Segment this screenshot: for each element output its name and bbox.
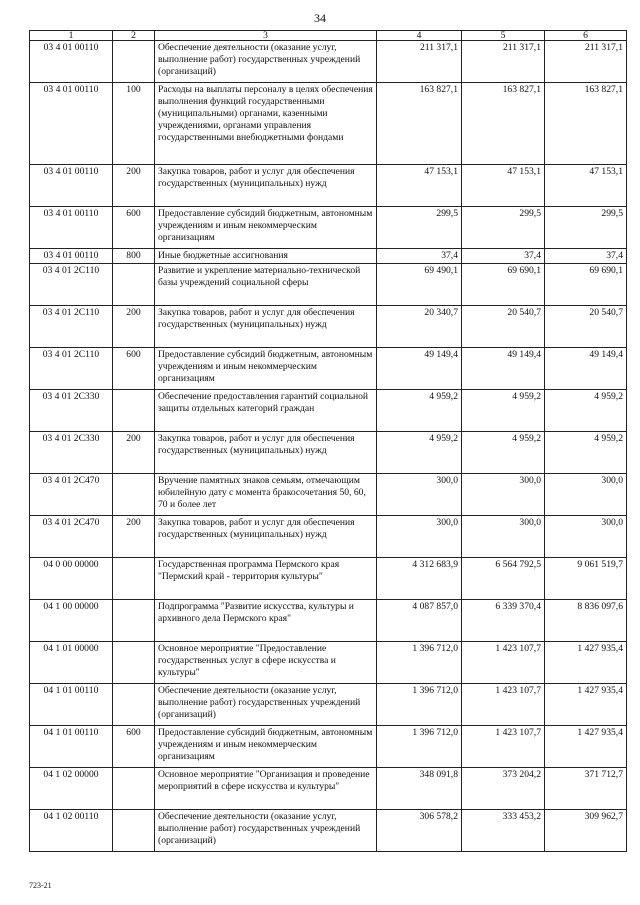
- amount-cell-5: 299,5: [462, 207, 545, 249]
- amount-cell-6: 309 962,7: [545, 810, 627, 852]
- item-name-cell: Обеспечение деятельности (оказание услуг, выполнение работ) государственных учреждений (организаций): [155, 684, 377, 726]
- expense-type-cell: [113, 768, 155, 810]
- budget-code-cell: 04 0 00 00000: [30, 558, 113, 600]
- amount-cell-4: 69 490,1: [377, 264, 462, 306]
- table-row: [30, 474, 627, 516]
- amount-cell-6: 163 827,1: [545, 83, 627, 165]
- table-row: [30, 642, 627, 684]
- amount-cell-5: 20 540,7: [462, 306, 545, 348]
- column-header: 3: [155, 31, 377, 41]
- item-name-cell: Закупка товаров, работ и услуг для обеспечения государственных (муниципальных) нужд: [155, 432, 377, 474]
- table-row: [30, 600, 627, 642]
- table-row: [30, 249, 627, 264]
- table-row: [30, 165, 627, 207]
- budget-code-cell: 03 4 01 00110: [30, 41, 113, 83]
- budget-code-cell: 03 4 01 2C470: [30, 474, 113, 516]
- expense-type-cell: [113, 600, 155, 642]
- footer-code: 723-21: [29, 881, 52, 890]
- budget-code-cell: 03 4 01 00110: [30, 249, 113, 264]
- item-name-cell: Иные бюджетные ассигнования: [155, 249, 377, 264]
- budget-code-cell: 03 4 01 00110: [30, 165, 113, 207]
- amount-cell-4: 49 149,4: [377, 348, 462, 390]
- amount-cell-6: 4 959,2: [545, 390, 627, 432]
- amount-cell-4: 300,0: [377, 474, 462, 516]
- table-row: [30, 432, 627, 474]
- budget-code-cell: 03 4 01 2C110: [30, 264, 113, 306]
- expense-type-cell: 200: [113, 165, 155, 207]
- expense-type-cell: [113, 390, 155, 432]
- expense-type-cell: 600: [113, 207, 155, 249]
- budget-code-cell: 04 1 02 00000: [30, 768, 113, 810]
- budget-code-cell: 04 1 01 00000: [30, 642, 113, 684]
- column-header: 1: [30, 31, 113, 41]
- amount-cell-5: 4 959,2: [462, 390, 545, 432]
- expense-type-cell: 200: [113, 306, 155, 348]
- amount-cell-4: 37,4: [377, 249, 462, 264]
- amount-cell-6: 1 427 935,4: [545, 684, 627, 726]
- amount-cell-6: 1 427 935,4: [545, 642, 627, 684]
- expense-type-cell: 800: [113, 249, 155, 264]
- amount-cell-5: 333 453,2: [462, 810, 545, 852]
- amount-cell-4: 4 087 857,0: [377, 600, 462, 642]
- budget-code-cell: 04 1 01 00110: [30, 726, 113, 768]
- amount-cell-6: 69 690,1: [545, 264, 627, 306]
- expense-type-cell: [113, 264, 155, 306]
- table-row: [30, 390, 627, 432]
- item-name-cell: Предоставление субсидий бюджетным, автономным учреждениям и иным некоммерческим организациям: [155, 726, 377, 768]
- column-header: 4: [377, 31, 462, 41]
- table-row: [30, 768, 627, 810]
- amount-cell-6: 8 836 097,6: [545, 600, 627, 642]
- budget-code-cell: 03 4 01 2C470: [30, 516, 113, 558]
- item-name-cell: Вручение памятных знаков семьям, отмечающим юбилейную дату с момента бракосочетания 50, 60, 70 и более лет: [155, 474, 377, 516]
- expense-type-cell: [113, 684, 155, 726]
- amount-cell-4: 4 959,2: [377, 390, 462, 432]
- budget-code-cell: 04 1 02 00110: [30, 810, 113, 852]
- item-name-cell: Государственная программа Пермского края "Пермский край - территория культуры": [155, 558, 377, 600]
- column-header: 5: [462, 31, 545, 41]
- amount-cell-5: 37,4: [462, 249, 545, 264]
- amount-cell-6: 211 317,1: [545, 41, 627, 83]
- table-row: [30, 558, 627, 600]
- amount-cell-4: 306 578,2: [377, 810, 462, 852]
- budget-code-cell: 03 4 01 2C330: [30, 390, 113, 432]
- item-name-cell: Расходы на выплаты персоналу в целях обеспечения выполнения функций государственными (муниципальными) органами, казенными учреждениями, органами управления государственными внебюджетными фондами: [155, 83, 377, 165]
- amount-cell-4: 1 396 712,0: [377, 726, 462, 768]
- budget-code-cell: 03 4 01 2C330: [30, 432, 113, 474]
- table-row: [30, 348, 627, 390]
- expense-type-cell: 600: [113, 348, 155, 390]
- amount-cell-5: 49 149,4: [462, 348, 545, 390]
- table-row: [30, 684, 627, 726]
- expense-type-cell: 100: [113, 83, 155, 165]
- expense-type-cell: 200: [113, 432, 155, 474]
- amount-cell-4: 1 396 712,0: [377, 684, 462, 726]
- item-name-cell: Закупка товаров, работ и услуг для обеспечения государственных (муниципальных) нужд: [155, 516, 377, 558]
- amount-cell-5: 6 339 370,4: [462, 600, 545, 642]
- amount-cell-4: 4 312 683,9: [377, 558, 462, 600]
- column-number-row: [30, 31, 627, 41]
- amount-cell-5: 211 317,1: [462, 41, 545, 83]
- amount-cell-6: 300,0: [545, 516, 627, 558]
- amount-cell-5: 69 690,1: [462, 264, 545, 306]
- amount-cell-4: 20 340,7: [377, 306, 462, 348]
- amount-cell-6: 300,0: [545, 474, 627, 516]
- amount-cell-4: 300,0: [377, 516, 462, 558]
- amount-cell-5: 1 423 107,7: [462, 642, 545, 684]
- item-name-cell: Развитие и укрепление материально-технической базы учреждений социальной сферы: [155, 264, 377, 306]
- amount-cell-6: 9 061 519,7: [545, 558, 627, 600]
- amount-cell-5: 6 564 792,5: [462, 558, 545, 600]
- amount-cell-5: 1 423 107,7: [462, 726, 545, 768]
- table-row: [30, 41, 627, 83]
- item-name-cell: Основное мероприятие "Организация и проведение мероприятий в сфере искусства и культуры": [155, 768, 377, 810]
- amount-cell-6: 49 149,4: [545, 348, 627, 390]
- table-row: [30, 83, 627, 165]
- table-row: [30, 726, 627, 768]
- item-name-cell: Закупка товаров, работ и услуг для обеспечения государственных (муниципальных) нужд: [155, 165, 377, 207]
- expense-type-cell: 600: [113, 726, 155, 768]
- amount-cell-5: 300,0: [462, 516, 545, 558]
- amount-cell-4: 163 827,1: [377, 83, 462, 165]
- expense-type-cell: [113, 810, 155, 852]
- amount-cell-5: 4 959,2: [462, 432, 545, 474]
- expense-type-cell: [113, 41, 155, 83]
- item-name-cell: Обеспечение предоставления гарантий социальной защиты отдельных категорий граждан: [155, 390, 377, 432]
- amount-cell-5: 300,0: [462, 474, 545, 516]
- expense-type-cell: 200: [113, 516, 155, 558]
- item-name-cell: Обеспечение деятельности (оказание услуг, выполнение работ) государственных учреждений (организаций): [155, 41, 377, 83]
- amount-cell-6: 299,5: [545, 207, 627, 249]
- expense-type-cell: [113, 642, 155, 684]
- amount-cell-4: 1 396 712,0: [377, 642, 462, 684]
- amount-cell-6: 20 540,7: [545, 306, 627, 348]
- amount-cell-6: 371 712,7: [545, 768, 627, 810]
- table-row: [30, 516, 627, 558]
- table-row: [30, 306, 627, 348]
- amount-cell-5: 1 423 107,7: [462, 684, 545, 726]
- expense-type-cell: [113, 474, 155, 516]
- item-name-cell: Подпрограмма "Развитие искусства, культуры и архивного дела Пермского края": [155, 600, 377, 642]
- amount-cell-6: 47 153,1: [545, 165, 627, 207]
- budget-table: [29, 30, 627, 852]
- expense-type-cell: [113, 558, 155, 600]
- budget-code-cell: 04 1 01 00110: [30, 684, 113, 726]
- page-number: 34: [314, 11, 326, 25]
- amount-cell-4: 47 153,1: [377, 165, 462, 207]
- item-name-cell: Закупка товаров, работ и услуг для обеспечения государственных (муниципальных) нужд: [155, 306, 377, 348]
- table-body: [30, 41, 627, 852]
- budget-code-cell: 03 4 01 00110: [30, 207, 113, 249]
- amount-cell-5: 373 204,2: [462, 768, 545, 810]
- column-header: 6: [545, 31, 627, 41]
- item-name-cell: Обеспечение деятельности (оказание услуг, выполнение работ) государственных учреждений (организаций): [155, 810, 377, 852]
- table-row: [30, 207, 627, 249]
- budget-code-cell: 03 4 01 2C110: [30, 348, 113, 390]
- item-name-cell: Основное мероприятие "Предоставление государственных услуг в сфере искусства и культуры": [155, 642, 377, 684]
- amount-cell-6: 37,4: [545, 249, 627, 264]
- item-name-cell: Предоставление субсидий бюджетным, автономным учреждениям и иным некоммерческим организациям: [155, 207, 377, 249]
- table-row: [30, 810, 627, 852]
- amount-cell-6: 1 427 935,4: [545, 726, 627, 768]
- amount-cell-4: 211 317,1: [377, 41, 462, 83]
- table-row: [30, 264, 627, 306]
- amount-cell-5: 47 153,1: [462, 165, 545, 207]
- budget-code-cell: 04 1 00 00000: [30, 600, 113, 642]
- column-header: 2: [113, 31, 155, 41]
- amount-cell-4: 4 959,2: [377, 432, 462, 474]
- budget-code-cell: 03 4 01 2C110: [30, 306, 113, 348]
- budget-code-cell: 03 4 01 00110: [30, 83, 113, 165]
- amount-cell-5: 163 827,1: [462, 83, 545, 165]
- amount-cell-4: 348 091,8: [377, 768, 462, 810]
- amount-cell-4: 299,5: [377, 207, 462, 249]
- item-name-cell: Предоставление субсидий бюджетным, автономным учреждениям и иным некоммерческим организациям: [155, 348, 377, 390]
- amount-cell-6: 4 959,2: [545, 432, 627, 474]
